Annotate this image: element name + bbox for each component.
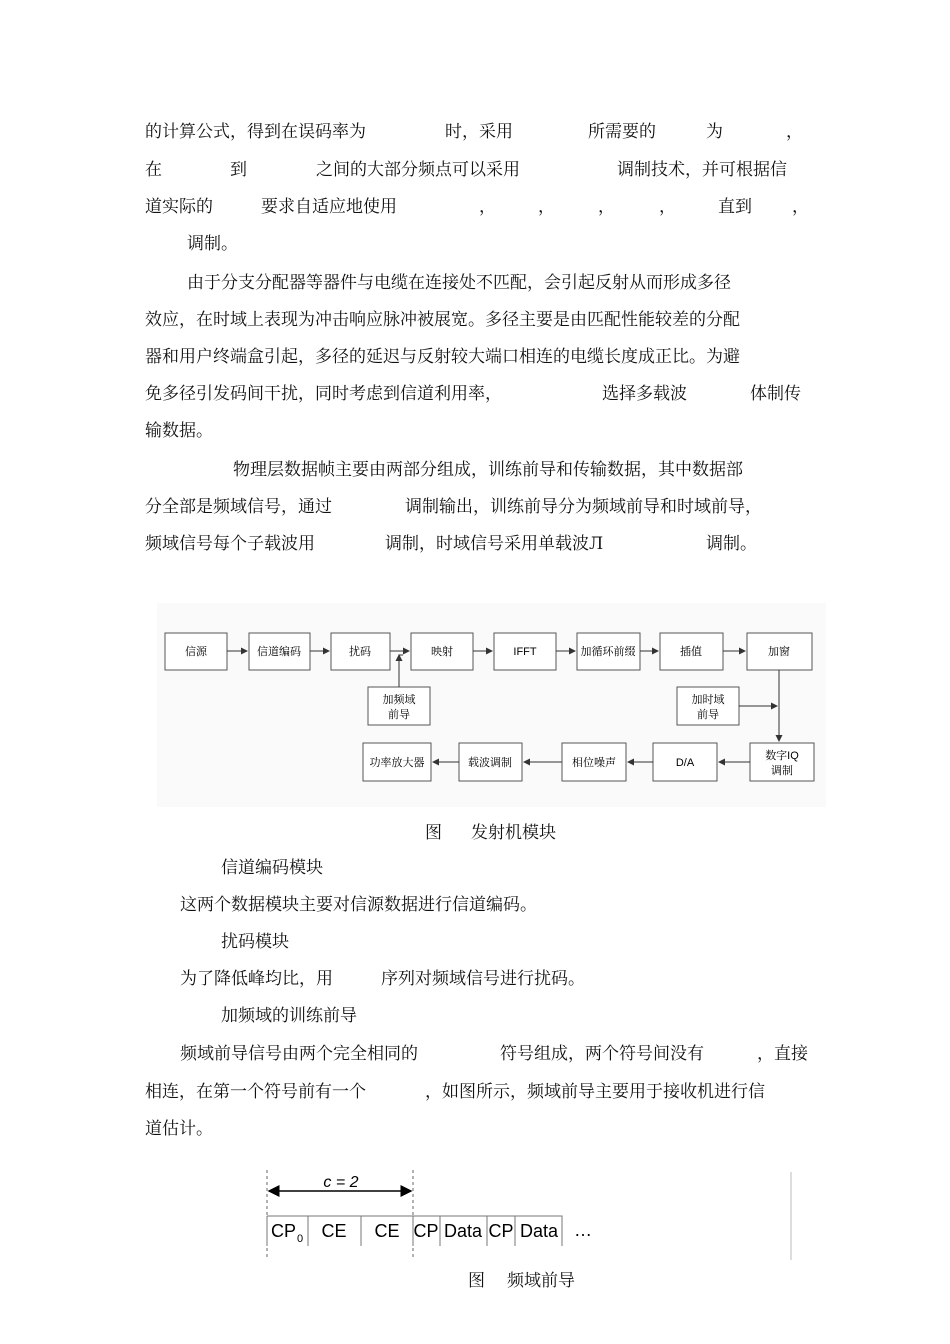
svg-text:数字IQ: 数字IQ bbox=[765, 750, 799, 762]
p1-text-k: 要求自适应地使用 bbox=[261, 197, 397, 217]
svg-text:扰码: 扰码 bbox=[349, 646, 371, 658]
svg-text:D/A: D/A bbox=[675, 757, 695, 769]
block-add-cp bbox=[577, 633, 640, 670]
p3-line-3b: 调制，时域信号采用单载波Л bbox=[385, 534, 604, 554]
section2-body-b: 序列对频域信号进行扰码。 bbox=[381, 969, 585, 989]
cell-data-1: Data bbox=[443, 1221, 483, 1241]
p2-line-3: 器和用户终端盒引起，多径的延迟与反射较大端口相连的电缆长度成正比。为避 bbox=[145, 347, 740, 367]
p1-comma-4: ， bbox=[659, 197, 676, 217]
p2-line-4a: 免多径引发码间干扰，同时考虑到信道利用率， bbox=[145, 384, 502, 404]
figure1-caption: 发射机模块 bbox=[471, 823, 556, 843]
svg-text:载波调制: 载波调制 bbox=[468, 757, 512, 769]
p1-text-a: 的计算公式，得到在误码率为 bbox=[145, 122, 366, 142]
svg-text:IFFT: IFFT bbox=[513, 646, 537, 658]
p1-text-g: 到 bbox=[230, 160, 247, 180]
p1-text-i: 调制技术，并可根据信 bbox=[617, 160, 787, 180]
figure2-caption-prefix: 图 bbox=[468, 1271, 485, 1291]
section1-title: 信道编码模块 bbox=[221, 858, 323, 878]
c-label: c = 2 bbox=[323, 1174, 359, 1191]
transmitter-diagram bbox=[157, 603, 826, 807]
figure1-caption-prefix: 图 bbox=[425, 823, 442, 843]
block-mapping bbox=[411, 633, 473, 670]
p1-comma-3: ， bbox=[598, 197, 615, 217]
section2-title: 扰码模块 bbox=[221, 932, 289, 952]
p1-text-h: 之间的大部分频点可以采用 bbox=[316, 160, 520, 180]
block-phase-noise bbox=[562, 743, 626, 781]
cell-data-2: Data bbox=[519, 1221, 559, 1241]
p1-text-e: ， bbox=[786, 122, 803, 142]
cell-ce-1: CE bbox=[321, 1221, 347, 1241]
figure2-caption: 频域前导 bbox=[507, 1271, 575, 1291]
section1-body: 这两个数据模块主要对信源数据进行信道编码。 bbox=[180, 895, 537, 915]
p1-comma-1: ， bbox=[479, 197, 496, 217]
svg-text:插值: 插值 bbox=[680, 646, 702, 658]
p1-text-d: 为 bbox=[706, 122, 723, 142]
p3-line-1: 物理层数据帧主要由两部分组成，训练前导和传输数据，其中数据部 bbox=[233, 460, 743, 480]
section3-line2a: 相连，在第一个符号前有一个 bbox=[145, 1082, 366, 1102]
p3-line-2b: 调制输出，训练前导分为频域前导和时域前导， bbox=[405, 497, 762, 517]
cell-cp-1: CP bbox=[413, 1221, 439, 1241]
block-digital-iq bbox=[750, 743, 814, 781]
block-source bbox=[165, 633, 227, 670]
p3-line-3a: 频域信号每个子载波用 bbox=[145, 534, 315, 554]
preamble-cells bbox=[267, 1216, 592, 1246]
block-power-amp bbox=[363, 743, 431, 781]
section3-line1c: ，直接 bbox=[757, 1044, 808, 1064]
p2-line-2: 效应，在时域上表现为冲击响应脉冲被展宽。多径主要是由匹配性能较差的分配 bbox=[145, 310, 740, 330]
svg-text:调制: 调制 bbox=[771, 765, 793, 777]
block-scrambler bbox=[331, 633, 390, 670]
block-carrier-mod bbox=[459, 743, 522, 781]
section3-line3: 道估计。 bbox=[145, 1119, 213, 1139]
section3-line1a: 频域前导信号由两个完全相同的 bbox=[180, 1044, 418, 1064]
p1-text-b: 时，采用 bbox=[445, 122, 513, 142]
p1-comma-5: ， bbox=[792, 197, 809, 217]
svg-text:前导: 前导 bbox=[697, 709, 719, 721]
svg-text:加频域: 加频域 bbox=[382, 694, 416, 706]
block-interpolation bbox=[660, 633, 723, 670]
block-windowing bbox=[747, 633, 812, 670]
p3-line-3c: 调制。 bbox=[706, 534, 757, 554]
cell-cp0: CP bbox=[271, 1221, 297, 1241]
block-da bbox=[653, 743, 717, 781]
p2-line-4c: 体制传 bbox=[750, 384, 801, 404]
block-add-time-preamble bbox=[677, 687, 739, 725]
svg-text:信源: 信源 bbox=[185, 646, 207, 658]
p3-line-2a: 分全部是频域信号，通过 bbox=[145, 497, 332, 517]
svg-text:映射: 映射 bbox=[431, 646, 453, 658]
freq-preamble-figure bbox=[263, 1170, 795, 1260]
block-ifft bbox=[494, 633, 556, 670]
p1-text-l: 直到 bbox=[718, 197, 752, 217]
p1-text-c: 所需要的 bbox=[588, 122, 656, 142]
section3-title: 加频域的训练前导 bbox=[221, 1006, 357, 1026]
svg-text:加时域: 加时域 bbox=[691, 694, 725, 706]
p2-line-5: 输数据。 bbox=[145, 421, 213, 441]
svg-text:加循环前缀: 加循环前缀 bbox=[580, 646, 636, 658]
svg-text:信道编码: 信道编码 bbox=[257, 646, 301, 658]
p1-comma-2: ， bbox=[538, 197, 555, 217]
cell-cp-2: CP bbox=[488, 1221, 514, 1241]
block-channel-coding bbox=[249, 633, 310, 670]
p1-text-f: 在 bbox=[145, 160, 162, 180]
svg-text:前导: 前导 bbox=[388, 709, 410, 721]
p2-line-4b: 选择多载波 bbox=[602, 384, 687, 404]
cell-ellipsis: … bbox=[574, 1220, 592, 1240]
svg-text:相位噪声: 相位噪声 bbox=[572, 757, 616, 769]
section3-line2b: ，如图所示，频域前导主要用于接收机进行信 bbox=[425, 1082, 765, 1102]
section2-body-a: 为了降低峰均比，用 bbox=[180, 969, 333, 989]
block-add-freq-preamble bbox=[368, 687, 430, 725]
section3-line1b: 符号组成，两个符号间没有 bbox=[500, 1044, 704, 1064]
p2-line-1: 由于分支分配器等器件与电缆在连接处不匹配，会引起反射从而形成多径 bbox=[187, 273, 731, 293]
cell-cp0-subscript: 0 bbox=[297, 1233, 304, 1245]
p1-text-m: 调制。 bbox=[187, 234, 238, 254]
cell-ce-2: CE bbox=[374, 1221, 400, 1241]
svg-text:加窗: 加窗 bbox=[768, 646, 790, 658]
svg-text:功率放大器: 功率放大器 bbox=[369, 757, 425, 769]
p1-text-j: 道实际的 bbox=[145, 197, 213, 217]
